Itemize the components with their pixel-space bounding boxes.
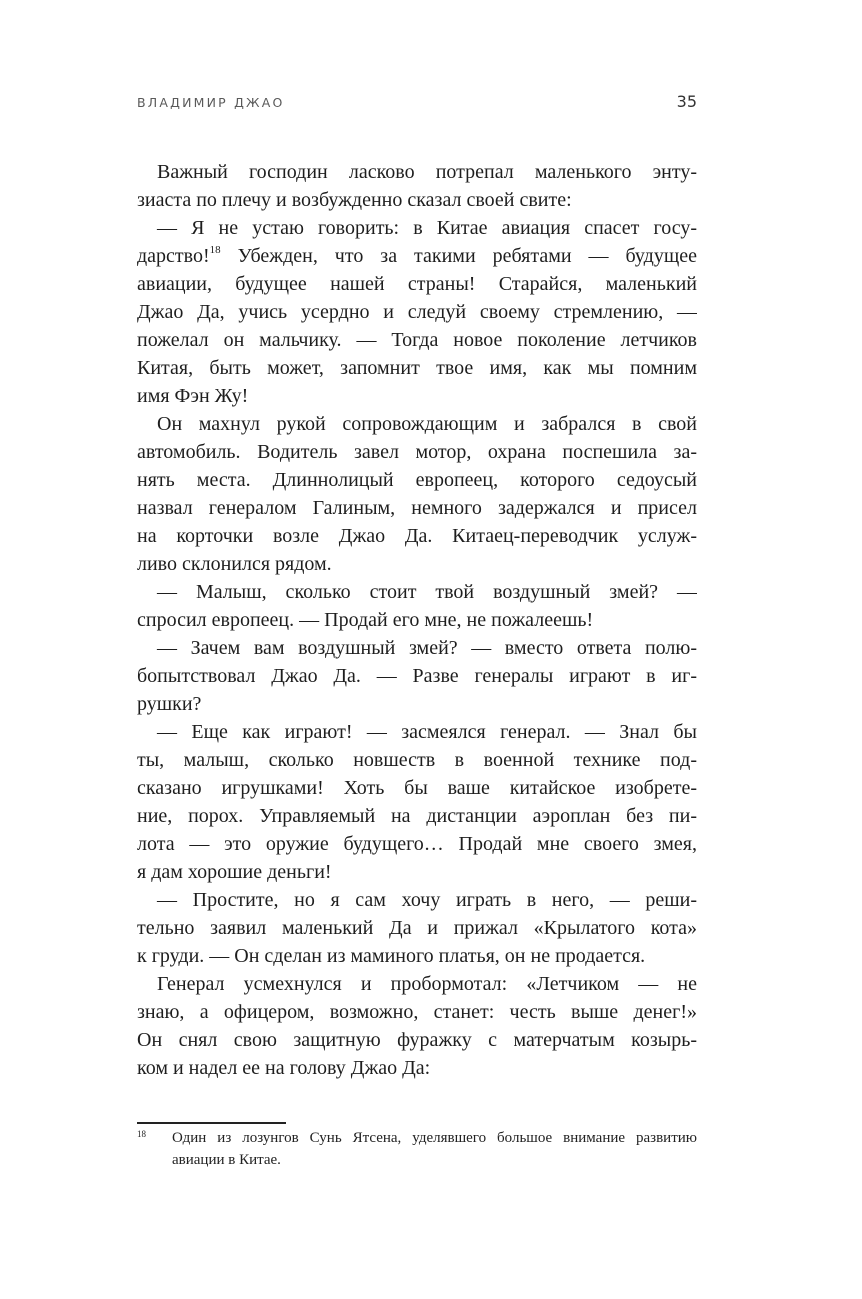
- text-line: — Простите, но я сам хочу играть в него, — реши-: [157, 889, 697, 911]
- text-segment: дарство!: [137, 245, 210, 267]
- text-line: Он махнул рукой сопровождающим и забрался в свой: [157, 413, 697, 435]
- text-line: ние, порох. Управляемый на дистанции аэроплан без пи-: [137, 805, 697, 827]
- text-line: тельно заявил маленький Да и прижал «Крылатого кота»: [137, 917, 697, 939]
- paragraph: [137, 970, 697, 1082]
- text-line: нять места. Длиннолицый европеец, которого седоусый: [137, 469, 697, 491]
- text-line: рушки?: [137, 693, 202, 715]
- text-line: ливо склонился рядом.: [137, 553, 332, 575]
- text-line: сказано игрушками! Хоть бы ваше китайское изобрете-: [137, 777, 697, 799]
- paragraph: [137, 158, 697, 214]
- text-line: спросил европеец. — Продай его мне, не пожалеешь!: [137, 609, 594, 631]
- text-line: я дам хорошие деньги!: [137, 861, 332, 883]
- text-line: лота — это оружие будущего… Продай мне своего змея,: [137, 833, 697, 855]
- text-line: пожелал он мальчику. — Тогда новое поколение летчиков: [137, 329, 697, 351]
- text-line: — Малыш, сколько стоит твой воздушный змей? —: [157, 581, 697, 603]
- paragraph: [137, 410, 697, 578]
- footnote-marker: 18: [137, 1129, 146, 1139]
- footnote-line: Один из лозунгов Сунь Ятсена, уделявшего большое внимание развитию: [172, 1130, 697, 1146]
- text-line: авиации, будущее нашей страны! Старайся, маленький: [137, 273, 697, 295]
- text-line: — Зачем вам воздушный змей? — вместо ответа полю-: [157, 637, 697, 659]
- paragraph: [137, 214, 697, 410]
- footnote: [137, 1127, 697, 1171]
- text-line: — Еще как играют! — засмеялся генерал. — Знал бы: [157, 721, 697, 743]
- text-line: назвал генералом Галиным, немного задержался и присел: [137, 497, 697, 519]
- text-line: имя Фэн Жу!: [137, 385, 249, 407]
- footnote-rule: [137, 1122, 286, 1124]
- text-line: Он снял свою защитную фуражку с матерчатым козырь-: [137, 1029, 697, 1051]
- text-line: ком и надел ее на голову Джао Да:: [137, 1057, 431, 1079]
- text-line: знаю, а офицером, возможно, станет: честь выше денег!»: [137, 1001, 697, 1023]
- paragraph: [137, 886, 697, 970]
- paragraph: [137, 578, 697, 634]
- text-line: ты, малыш, сколько новшеств в военной технике под-: [137, 749, 697, 771]
- text-line: автомобиль. Водитель завел мотор, охрана поспешила за-: [137, 441, 697, 463]
- text-line: бопытствовал Джао Да. — Разве генералы играют в иг-: [137, 665, 697, 687]
- text-segment: Убежден, что за такими ребятами — будущее: [220, 245, 697, 267]
- text-line: Генерал усмехнулся и пробормотал: «Летчиком — не: [157, 973, 697, 995]
- text-line: к груди. — Он сделан из маминого платья, он не продается.: [137, 945, 646, 967]
- text-line: — Я не устаю говорить: в Китае авиация спасет госу-: [157, 217, 697, 239]
- text-line: [137, 242, 697, 270]
- paragraph: [137, 718, 697, 886]
- footnote-line: авиации в Китае.: [172, 1152, 281, 1168]
- body-text: [137, 158, 697, 1082]
- text-line: Китая, быть может, запомнит твое имя, как мы помним: [137, 357, 697, 379]
- footnote-text: [172, 1127, 697, 1171]
- text-line: на корточки возле Джао Да. Китаец-переводчик услуж-: [137, 525, 697, 547]
- footnote-reference[interactable]: 18: [209, 244, 221, 256]
- text-line: зиаста по плечу и возбужденно сказал своей свите:: [137, 189, 572, 211]
- text-line: Важный господин ласково потрепал маленького энту-: [157, 161, 697, 183]
- running-head-author: ВЛАДИМИР ДЖАО: [137, 95, 285, 110]
- text-line: Джао Да, учись усердно и следуй своему стремлению, —: [137, 301, 697, 323]
- paragraph: [137, 634, 697, 718]
- page-number: 35: [676, 92, 697, 111]
